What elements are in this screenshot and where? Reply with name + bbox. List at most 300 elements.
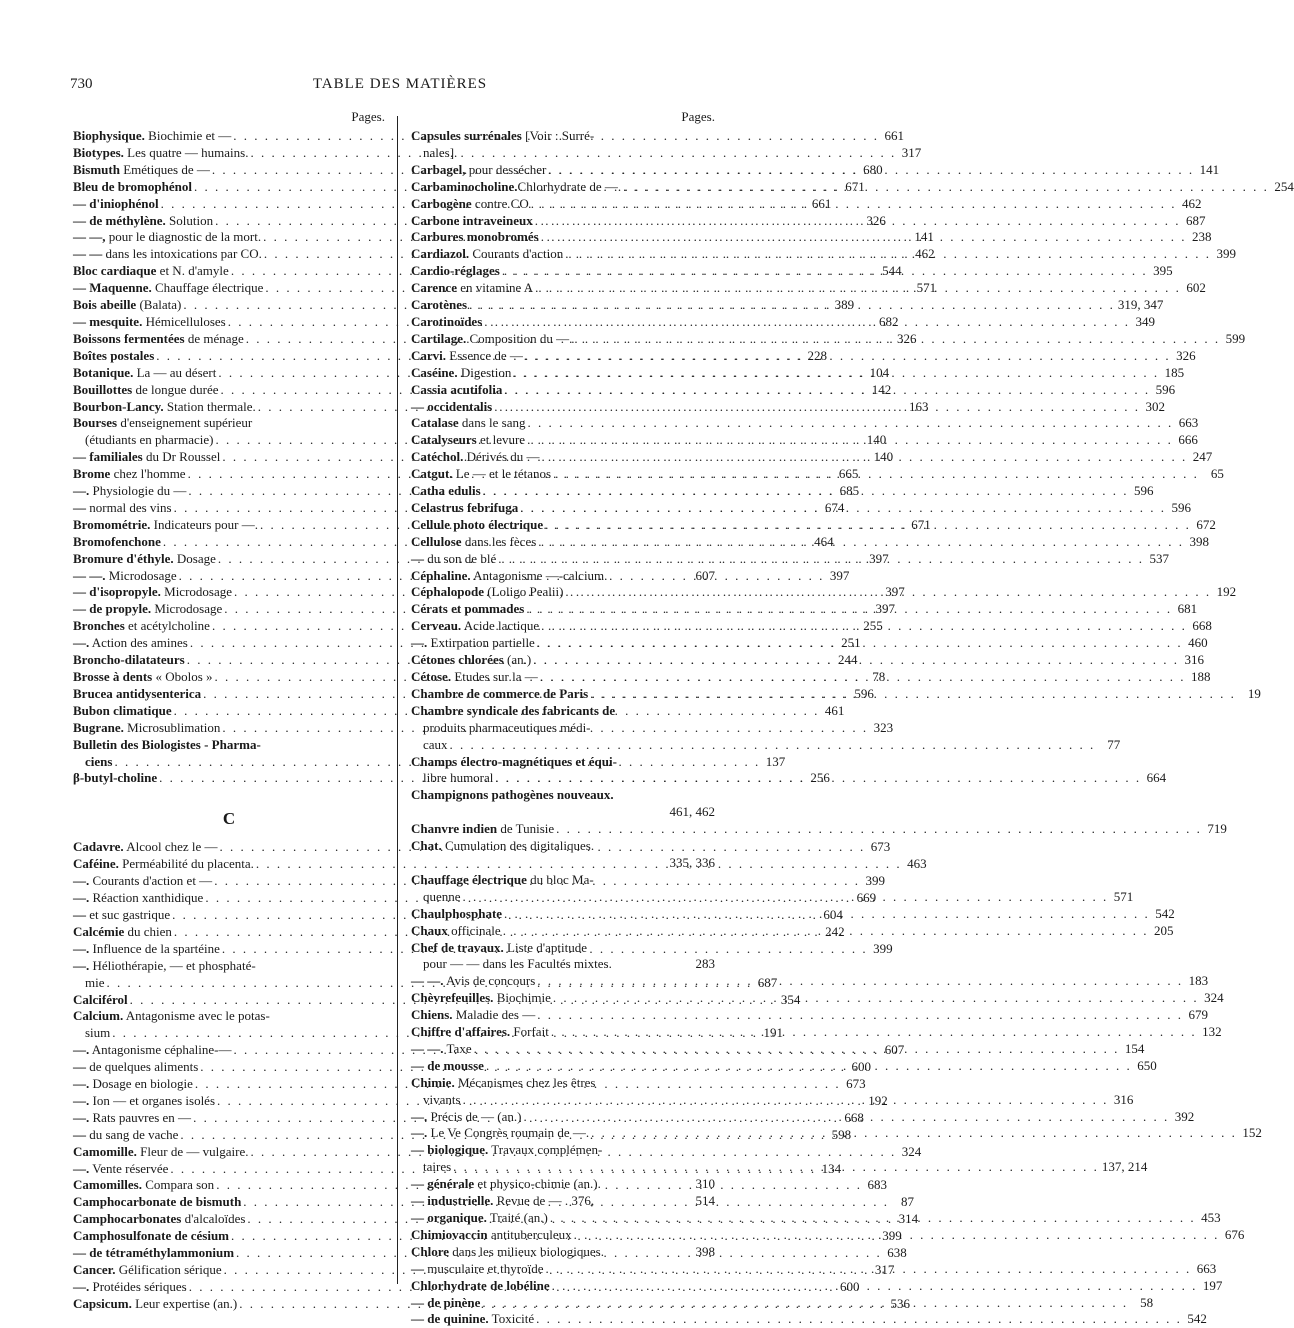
page-ref: 78	[872, 669, 886, 684]
entry-description: Dosage en biologie	[89, 1076, 193, 1092]
entry-headword: — générale	[411, 1176, 475, 1192]
entry-text	[411, 263, 500, 280]
entry-text	[411, 1311, 534, 1328]
entry-text	[411, 1295, 480, 1312]
page-ref: 104	[869, 364, 890, 380]
dot-leader	[550, 1210, 1196, 1227]
entry-text	[73, 1161, 168, 1178]
index-entry	[411, 872, 715, 889]
entry-description: Courants d'action et —	[89, 873, 213, 889]
page-ref: 228	[807, 347, 827, 363]
entry-description: (Loligo Pealii)	[483, 584, 564, 600]
index-entry	[73, 1008, 385, 1025]
entry-headword: Cerveau.	[411, 618, 462, 634]
entry-headword: Cardiazol.	[411, 246, 470, 262]
page-ref: 604	[823, 906, 843, 922]
dot-leader	[540, 669, 1186, 686]
entry-description: Microdosage	[160, 584, 233, 600]
dot-leader	[537, 973, 1183, 990]
dot-leader	[484, 314, 1130, 331]
page-ref: 326	[866, 212, 886, 228]
entry-headword: Chambre syndicale des fabricants de	[411, 702, 616, 718]
entry-headword: — d'iniophénol	[73, 195, 159, 211]
entry-headword: — occidentalis	[411, 398, 493, 414]
entry-text	[73, 669, 213, 686]
page-ref: 392	[1174, 1108, 1195, 1124]
page-ref: 671	[845, 178, 865, 194]
entry-description: Microsublimation	[123, 719, 221, 735]
entry-headword: Chimiovaccin	[411, 1226, 488, 1242]
entry-description: Dosage	[173, 550, 216, 566]
entry-text	[423, 145, 457, 162]
page-ref: 666	[1178, 432, 1198, 448]
dot-leader	[463, 1092, 1109, 1109]
dot-leader	[520, 500, 1166, 517]
entry-headword: Biotypes.	[73, 144, 124, 160]
page-header	[0, 76, 800, 98]
page-ref: 685	[839, 483, 860, 499]
entry-headword: Caséine.	[411, 364, 458, 380]
entry-description: Extirpation partielle	[427, 635, 535, 651]
entry-description: Etudes sur la —	[451, 669, 538, 684]
page-ref: 650	[1137, 1057, 1157, 1073]
entry-text	[411, 1007, 535, 1024]
dot-leader	[556, 821, 1202, 838]
page-ref: 302	[1145, 398, 1165, 414]
entry-description: du bloc Ma-	[526, 871, 594, 887]
entry-text	[73, 584, 232, 601]
entry-text	[411, 686, 588, 703]
entry-headword: —	[411, 1260, 424, 1276]
index-entry	[411, 855, 715, 872]
entry-description: Liste d'aptitude	[503, 939, 588, 955]
dot-leader	[504, 382, 1150, 399]
entry-text	[411, 601, 524, 618]
entry-text	[411, 1176, 601, 1193]
dot-leader	[537, 635, 1183, 652]
page-ref: 680	[863, 161, 883, 177]
dot-leader	[565, 246, 1211, 263]
entry-description: et acétylcholine	[124, 618, 210, 634]
index-entry	[411, 804, 715, 821]
page-ref: 687	[757, 974, 778, 990]
entry-headword: Bois abeille	[73, 297, 137, 313]
page-ref: 600	[851, 1059, 872, 1075]
entry-text	[411, 297, 467, 314]
entry-headword: Celastrus febrifuga	[411, 499, 519, 515]
entry-headword: — mesquite.	[73, 313, 143, 329]
index-entry	[411, 1311, 1207, 1328]
entry-headword: Bronches	[73, 618, 125, 634]
entry-description: Fleur de — vulgaire.	[136, 1143, 249, 1159]
index-entry	[411, 1007, 1208, 1024]
entry-text	[85, 1025, 110, 1042]
entry-headword: —.	[73, 1042, 90, 1058]
page-ref: 461, 462	[669, 804, 715, 820]
page-ref: 596	[1155, 381, 1176, 397]
page-ref: 192	[868, 1092, 888, 1108]
entry-text	[411, 382, 502, 399]
entry-text	[73, 263, 229, 280]
entry-headword: —.	[73, 890, 90, 906]
dot-leader	[498, 551, 1144, 568]
entry-text	[411, 415, 525, 432]
entry-headword: Chlore	[411, 1243, 450, 1259]
entry-description: de longue durée	[132, 381, 219, 397]
column-divider	[397, 116, 398, 1284]
page-ref: 602	[1186, 280, 1206, 296]
entry-text	[423, 956, 612, 973]
entry-text	[411, 246, 563, 263]
entry-text	[73, 1177, 214, 1194]
entry-text	[73, 924, 172, 941]
entry-description: Station thermale.	[163, 398, 256, 414]
entry-text	[73, 1296, 237, 1313]
entry-description: Avis de concours	[443, 973, 536, 989]
entry-headword: — de pinène	[411, 1294, 481, 1310]
page-ref: 679	[1188, 1007, 1208, 1023]
page-ref: 600	[839, 1278, 860, 1294]
entry-description: Solution	[165, 212, 214, 228]
page-ref: 163	[908, 398, 929, 414]
page-ref: 141	[1199, 161, 1220, 177]
entry-text	[73, 331, 244, 348]
page-ref: 247	[1192, 449, 1213, 465]
page-ref: 141	[914, 229, 934, 245]
entry-text	[411, 500, 518, 517]
entry-description: pour dessécher	[465, 161, 547, 177]
entry-text	[411, 635, 535, 652]
dot-leader	[553, 466, 1199, 483]
entry-text	[73, 1211, 245, 1228]
page-ref: 397	[829, 567, 850, 583]
page-ref: 77	[1107, 736, 1121, 752]
entry-headword: β-butyl-choline	[73, 770, 158, 786]
entry-headword: Camomille.	[73, 1143, 137, 1159]
dot-leader	[453, 1159, 1099, 1176]
entry-description: Maladie des —	[452, 1007, 536, 1023]
page-ref: 399	[1216, 246, 1236, 262]
page-ref: 399	[865, 873, 885, 889]
entry-text	[73, 145, 248, 162]
entry-headword: — de propyle.	[73, 601, 152, 617]
entry-headword: —.	[73, 1109, 90, 1125]
entry-headword: Botanique.	[73, 364, 134, 380]
entry-text	[73, 229, 261, 246]
entry-text	[411, 179, 621, 196]
index-entry	[411, 1244, 715, 1261]
entry-headword: —.	[73, 957, 90, 973]
page-ref: 462	[915, 246, 935, 262]
page-ref: 398	[1189, 533, 1210, 549]
page-ref: 668	[844, 1109, 864, 1125]
entry-headword: Bubon climatique	[73, 702, 172, 718]
entry-text	[73, 483, 186, 500]
index-entry	[73, 415, 385, 432]
dot-leader	[502, 263, 1148, 280]
entry-headword: — organique.	[411, 1210, 487, 1225]
page-ref: 596	[1133, 483, 1154, 499]
index-entry	[411, 415, 1199, 432]
entry-description: contre CO	[471, 195, 529, 211]
index-entry	[411, 940, 715, 957]
entry-headword: — —.	[411, 973, 444, 989]
entry-description: Biochimie et —	[144, 128, 232, 143]
page-ref: 349	[1135, 313, 1156, 329]
entry-headword: Cétose.	[411, 669, 452, 684]
dot-leader	[537, 1007, 1183, 1024]
running-title: TABLE DES MATIÈRES	[312, 76, 488, 92]
page-ref: 140	[866, 432, 887, 448]
entry-description: taires	[423, 1159, 452, 1175]
entry-description: Biochimie	[493, 990, 551, 1006]
entry-headword: Bromofenchone	[73, 533, 161, 549]
entry-headword: Bismuth	[73, 161, 120, 177]
entry-description: Chauffage électrique	[151, 280, 264, 296]
entry-description: en vitamine A	[456, 280, 534, 296]
entry-headword: Biophysique.	[73, 128, 145, 143]
entry-description: Réaction xanthidique	[89, 890, 204, 906]
entry-text	[73, 635, 188, 652]
entry-description: Travaux complémen-	[488, 1142, 603, 1158]
entry-description: Mécanismes chez les êtres	[454, 1074, 596, 1090]
entry-description: Cumulation des digitaliques.	[441, 838, 595, 854]
page-ref: 324	[1204, 990, 1224, 1006]
entry-headword: —.	[73, 635, 90, 651]
page-ref: 665	[838, 466, 859, 482]
page-ref: 681	[1177, 601, 1198, 617]
entry-description: Courants d'action	[469, 246, 564, 262]
entry-description: Revue de — . 376,	[493, 1193, 595, 1209]
entry-description: de quelques aliments	[86, 1059, 199, 1075]
page-ref: 152	[1242, 1125, 1262, 1141]
page-ref: 254	[1274, 178, 1294, 194]
entry-text	[411, 1041, 472, 1058]
entry-text	[411, 483, 481, 500]
dot-leader	[541, 618, 1187, 635]
entry-description: Rats pauvres en —	[89, 1109, 192, 1125]
page-ref: 310	[695, 1176, 715, 1192]
dot-leader	[486, 1058, 1132, 1075]
page-ref: 544	[882, 263, 902, 279]
entry-description: produits pharmaceutiques médi-	[423, 719, 591, 735]
entry-headword: —.	[73, 1278, 90, 1294]
entry-headword: Chaulphosphate	[411, 905, 503, 921]
entry-text	[73, 162, 210, 179]
page-ref: 185	[1164, 364, 1185, 380]
entry-text	[411, 1125, 589, 1142]
index-entry	[411, 145, 715, 162]
entry-headword: Bouillottes	[73, 381, 133, 397]
entry-text	[411, 940, 587, 957]
entry-description: libre humoral	[423, 770, 494, 786]
entry-headword: Carbures monobromés	[411, 229, 539, 245]
entry-text	[73, 517, 258, 534]
entry-text	[411, 703, 615, 720]
page-ref: 137	[765, 753, 786, 769]
entry-text	[411, 1210, 548, 1227]
entry-text	[73, 770, 157, 787]
index-entry	[73, 737, 385, 754]
entry-text	[73, 297, 181, 314]
page-ref: 397	[885, 584, 905, 600]
entry-text	[73, 1042, 232, 1059]
entry-headword: —	[73, 1059, 86, 1075]
entry-text	[411, 280, 533, 297]
entry-description: Vente réservée	[89, 1160, 169, 1176]
entry-headword: Cérats et pommades	[411, 601, 525, 617]
page-ref: 672	[1196, 516, 1216, 532]
entry-text	[73, 686, 201, 703]
entry-headword: —.	[73, 1092, 90, 1108]
entry-text	[411, 213, 533, 230]
entry-headword: Chlorhydrate de lobéline	[411, 1277, 550, 1293]
page-ref: 58	[1140, 1294, 1154, 1310]
page-ref: 314	[898, 1211, 919, 1227]
page-ref: 244	[837, 652, 858, 668]
dot-leader	[565, 584, 1211, 601]
entry-text	[73, 280, 263, 297]
entry-headword: — de tétraméthylammonium	[73, 1245, 235, 1261]
entry-description: Composition du —.	[466, 330, 573, 346]
entry-description: Perméabilité du placenta.	[118, 856, 254, 872]
entry-headword: Camomilles.	[73, 1177, 142, 1193]
entry-text	[411, 1024, 549, 1041]
entry-description: (Balata)	[136, 297, 182, 313]
entry-description: vivants	[423, 1091, 461, 1107]
dot-leader	[483, 483, 1129, 500]
entry-headword: Chef de travaux.	[411, 939, 504, 955]
entry-description: [Voir : Surré-	[521, 128, 595, 143]
page-ref: 596	[1171, 499, 1191, 515]
entry-description: chez l'homme	[110, 466, 186, 482]
entry-text	[411, 517, 543, 534]
entry-text	[73, 196, 159, 213]
entry-description: dans le sang	[458, 415, 526, 431]
entry-headword: Carvi.	[411, 347, 447, 363]
entry-headword: Carbagel,	[411, 161, 466, 177]
entry-headword: Chambre de commerce de Paris	[411, 685, 589, 701]
index-entry	[411, 703, 715, 720]
page-ref: 255	[863, 618, 883, 634]
page-ref: 599	[1225, 330, 1246, 346]
entry-text	[411, 923, 501, 940]
dot-leader	[535, 280, 1181, 297]
entry-description: Dérivés du —	[463, 449, 540, 465]
page-ref: 395	[1153, 263, 1173, 279]
entry-headword: — de mousse	[411, 1057, 484, 1073]
page-ref: 673	[870, 839, 891, 855]
entry-text	[423, 1092, 461, 1109]
entry-description: du Dr Roussel	[142, 449, 221, 465]
entry-headword: Carbone intraveineux	[411, 212, 533, 228]
entry-text	[73, 551, 216, 568]
section-letter-c: C	[222, 809, 236, 829]
page-ref: 191	[763, 1025, 784, 1041]
page-ref: 671	[911, 516, 931, 532]
page-ref: 669	[856, 890, 877, 906]
entry-description: Taxe	[443, 1040, 472, 1056]
entry-description: Gélification sérique	[115, 1262, 222, 1277]
entry-description: nales].	[423, 144, 458, 160]
entry-headword: —.	[411, 1108, 428, 1124]
entry-headword: —.	[73, 873, 90, 889]
entry-text	[73, 1076, 193, 1093]
entry-headword: Chiens.	[411, 1007, 453, 1023]
entry-description: Antagonisme avec le potas-	[123, 1008, 270, 1024]
entry-text	[411, 652, 531, 669]
dot-leader	[623, 179, 1269, 196]
entry-headword: — —	[73, 246, 103, 262]
page-ref: 134	[821, 1160, 842, 1176]
page-ref: 242	[825, 923, 845, 939]
dot-leader	[553, 990, 1199, 1007]
entry-text	[411, 466, 551, 483]
entry-description: Hémicelluloses	[142, 313, 226, 329]
entry-headword: —.	[411, 1125, 428, 1141]
entry-description: Le Ve Congrès roumain de —.	[427, 1125, 590, 1141]
entry-description: « Obolos »	[152, 669, 213, 684]
entry-headword: Chanvre indien	[411, 821, 498, 837]
entry-headword: Boissons fermentées	[73, 330, 185, 346]
page-ref: 719	[1207, 821, 1227, 837]
entry-text	[73, 466, 186, 483]
entry-description: Précis de — (an.)	[427, 1108, 522, 1124]
entry-description: Compara son	[141, 1177, 215, 1193]
entry-text	[73, 1093, 215, 1110]
entry-text	[411, 432, 525, 449]
entry-description: du sang de vache	[86, 1126, 179, 1142]
entry-headword: Carbaminocholine.	[411, 178, 518, 194]
entry-description: de ménage	[184, 330, 244, 346]
page-ref: 317	[874, 1262, 895, 1277]
dot-leader	[590, 686, 1236, 703]
entry-text	[73, 179, 192, 196]
index-entry	[411, 568, 715, 585]
entry-description: normal des vins	[86, 499, 172, 515]
index-entry	[411, 1193, 715, 1210]
dot-leader	[474, 1041, 1120, 1058]
entry-description: et levure	[476, 432, 526, 448]
entry-headword: Bourses	[73, 415, 118, 431]
entry-headword: Camphosulfonate de césium	[73, 1228, 230, 1244]
entry-text	[73, 1194, 241, 1211]
entry-text	[73, 1059, 198, 1076]
entry-headword: Chat.	[411, 838, 442, 854]
entry-headword: Cartilage.	[411, 330, 467, 346]
entry-description: Les quatre — humains.	[123, 144, 249, 160]
dot-leader	[450, 737, 1096, 754]
entry-description: Action des amines	[89, 635, 188, 651]
entry-headword: Céphalopode	[411, 584, 484, 600]
entry-text	[73, 365, 216, 382]
entry-text	[73, 941, 220, 958]
dot-leader	[527, 415, 1173, 432]
page-ref: 154	[1124, 1040, 1145, 1056]
dot-leader	[536, 1311, 1182, 1328]
entry-description: Le — et le tétanos	[452, 466, 552, 482]
entry-text	[73, 703, 172, 720]
entry-headword: Catalase	[411, 415, 459, 431]
page-ref: 323	[873, 719, 894, 735]
entry-text	[73, 568, 177, 585]
entry-text	[411, 331, 572, 348]
entry-text	[73, 500, 172, 517]
entry-headword: —.	[411, 635, 428, 651]
page-ref: 397	[869, 550, 889, 566]
page-ref: 453	[1201, 1210, 1221, 1225]
entry-text	[411, 568, 607, 585]
